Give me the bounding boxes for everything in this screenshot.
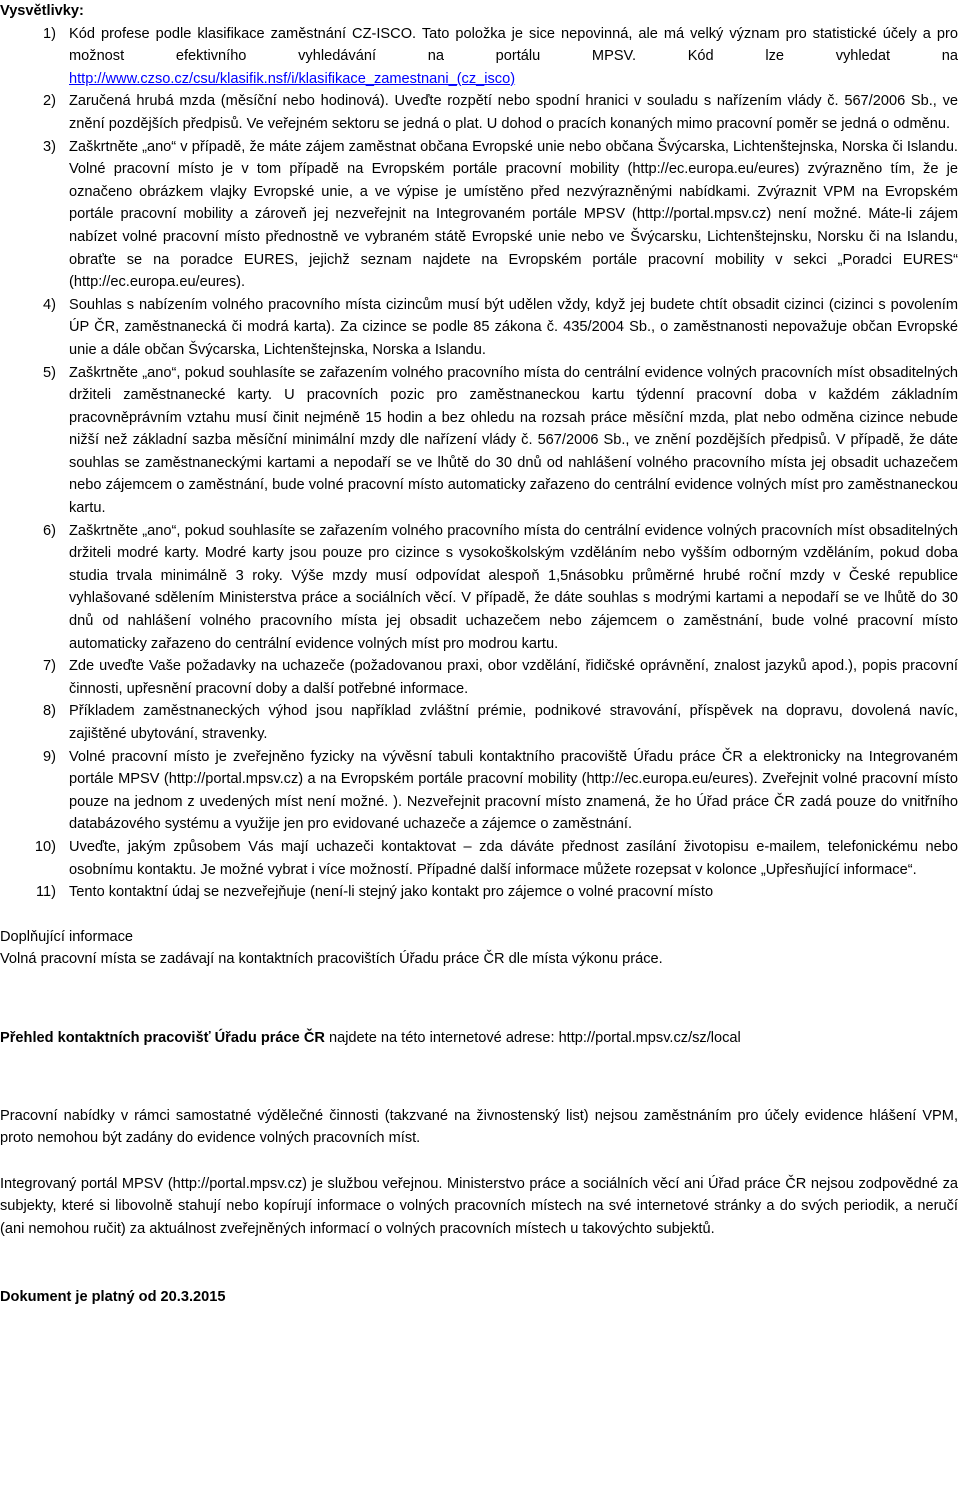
note-item [0, 746, 958, 836]
additional-info-text: Volná pracovní místa se zadávají na kontaktních pracovištích Úřadu práce ČR dle místa výkonu práce. [0, 951, 663, 968]
overview-bold-text: Přehled kontaktních pracovišť Úřadu práce ČR [0, 1029, 325, 1046]
validity-note: Dokument je platný od 20.3.2015 [0, 1288, 226, 1305]
note-item [0, 836, 958, 881]
additional-info-heading: Doplňující informace [0, 928, 134, 945]
note-text: Souhlas s nabízením volného pracovního místa cizincům musí být udělen vždy, když jej budete chtít obsadit cizinci (cizinci s povolením ÚP ČR, zaměstnanecká či modrá karta). Za cizince se podle 85 zákona č. 435/2004 Sb., o zaměstnanosti nepovažuje občan Evropské unie a dále občan Švýcarska, Lichtenštejnska, Norska a Islandu. [69, 296, 958, 358]
overview-text: najdete na této internetové adrese: http://portal.mpsv.cz/sz/local [324, 1029, 741, 1046]
note-text: Tento kontaktní údaj se nezveřejňuje (není-li stejný jako kontakt pro zájemce o volné pracovní místo [69, 884, 714, 901]
note-item [0, 294, 958, 362]
offers-paragraph: Pracovní nabídky v rámci samostatné výdělečné činnosti (takzvané na živnostenský list) nejsou zaměstnáním pro účely evidence hlášení VPM, proto nemohou být zadány do evidence volných pracovních míst. [0, 1107, 958, 1147]
note-number: 1) [43, 25, 56, 42]
note-item [0, 362, 958, 520]
note-number: 10) [34, 838, 56, 855]
note-text: Zaručená hrubá mzda (měsíční nebo hodinová). Uveďte rozpětí nebo spodní hranici v souladu s nařízením vlády č. 567/2006 Sb., ve znění pozdějších předpisů. Ve veřejném sektoru se jedná o plat. U dohod o pracích konaných mimo pracovní poměr se jedná o odměnu. [69, 93, 958, 132]
note-item [0, 23, 958, 91]
note-number: 11) [35, 884, 56, 901]
note-number: 4) [43, 296, 56, 313]
note-text: Příkladem zaměstnaneckých výhod jsou například zvláštní prémie, podnikové stravování, příspěvek na dopravu, dovolená navíc, zajištěné ubytování, stravenky. [69, 703, 958, 742]
spacer [0, 971, 958, 1027]
note-number: 6) [43, 522, 56, 539]
spacer [0, 1241, 958, 1286]
note-item [0, 881, 958, 904]
note-item [0, 90, 958, 135]
note-number: 9) [43, 748, 56, 765]
note-text: Zaškrtněte „ano“, pokud souhlasíte se zařazením volného pracovního místa do centrální evidence volných pracovních míst obsaditelných držiteli modré karty. Modré karty jsou pouze pro cizince s vysokoškolským vzděláním nebo vyšším odborným vzděláním, pokud doba studia trvala minimálně 3 roky. Výše mzdy musí odpovídat alespoň 1,5násobku průměrné hrubé roční mzdy v České republice vyhlašované sdělením Ministerstva práce a sociálních věcí. V případě, že dáte souhlas s modrými kartami a nepodaří se ve lhůtě do 30 dnů od nahlášení volného pracovního místa jej obsadit uchazečem nebo zájemcem o zaměstnání, bude volné pracovní místo automaticky zařazeno do centrální evidence volných míst pro modrou kartu. [69, 522, 958, 652]
note-text: Zaškrtněte „ano“ v případě, že máte zájem zaměstnat občana Evropské unie nebo občana Švýcarska, Lichtenštejnska, Norska či Islandu. Volné pracovní místo je v tom případě na Evropském portále pracovní mobility (http://ec.europa.eu/eures) zvýrazněno tím, že je označeno obrázkem vlajky Evropské unie, a ve výpise je umístěno před nezvýrazněnými nabídkami. Zvýraznit VPM na Evropském portále pracovní mobility a zároveň jej nezveřejnit na Integrovaném portále MPSV (http://portal.mpsv.cz) není možné. Máte-li zájem nabízet volné pracovní místo přednostně ve vybraném státě Evropské unie nebo ve Švýcarsku, Lichtenštejnsku, Norsku či na Islandu, obraťte se na poradce EURES, jejichž seznam najdete na Evropském portále pracovní mobility v sekci „Poradci EURES“ (http://ec.europa.eu/eures). [69, 138, 958, 291]
note-text: Zde uveďte Vaše požadavky na uchazeče (požadovanou praxi, obor vzdělání, řidičské oprávnění, znalost jazyků apod.), popis pracovní činnosti, upřesnění pracovní doby a další potřebné informace. [69, 658, 958, 697]
page-title: Vysvětlivky: [0, 3, 84, 19]
czso-link[interactable]: http://www.czso.cz/csu/klasifik.nsf/i/klasifikace_zamestnani_(cz_isco) [69, 70, 516, 87]
spacer [0, 1150, 958, 1173]
note-item [0, 655, 958, 700]
note-number: 7) [43, 658, 56, 675]
note-number: 5) [43, 364, 56, 381]
note-number: 8) [43, 703, 56, 720]
spacer [0, 1050, 958, 1105]
note-text: Uveďte, jakým způsobem Vás mají uchazeči kontaktovat – zda dáváte přednost zasílání životopisu e-mailem, telefonickému nebo osobnímu kontaktu. Je možné vybrat i více možností. Případné další informace můžete rozepsat v kolonce „Upřesňující informace“. [69, 838, 958, 878]
note-number: 2) [43, 93, 56, 110]
note-item [0, 136, 958, 294]
spacer [0, 904, 958, 926]
note-text: Volné pracovní místo je zveřejněno fyzicky na vývěsní tabuli kontaktního pracoviště Úřadu práce ČR a elektronicky na Integrovaném portále MPSV (http://portal.mpsv.cz) a na Evropském portále pracovní mobility (http://ec.europa.eu/eures). Zveřejnit volné pracovní místo pouze na jednom z uvedených míst není možné. ). Nezveřejnit pracovní místo znamená, že ho Úřad práce ČR zadá pouze do vnitřního databázového systému a využije jen pro evidované uchazeče a zájemce o zaměstnání. [69, 748, 958, 833]
note-text: Kód profese podle klasifikace zaměstnání CZ-ISCO. Tato položka je sice nepovinná, ale má velký význam pro statistické účely a pro možnost efektivního vyhledávání na portálu MPSV. Kód lze vyhledat na [69, 25, 958, 65]
portal-paragraph: Integrovaný portál MPSV (http://portal.mpsv.cz) je službou veřejnou. Ministerstvo práce a sociálních věcí ani Úřad práce ČR nejsou zodpovědné za subjekty, které si libovolně stahují nebo kopírují informace o volných pracovních místech na své internetové stránky a do svých periodik, a neručí (ani nemohou ručit) za aktuálnost zveřejněných informací o volných pracovních místech u takovýchto subjektů. [0, 1175, 958, 1237]
notes-list [0, 23, 958, 904]
overview-paragraph [0, 1027, 958, 1050]
note-text: Zaškrtněte „ano“, pokud souhlasíte se zařazením volného pracovního místa do centrální evidence volných pracovních míst obsaditelných držiteli zaměstnanecké karty. U pracovních pozic pro zaměstnaneckou kartu týdenní pracovní doba v každém základním pracovněprávním vztahu musí činit nejméně 15 hodin a bez ohledu na rozsah práce měsíční mzda, plat nebo odměna cizince nebude nižší než základní sazba měsíční minimální mzdy dle nařízení vlády č. 567/2006 Sb., ve znění pozdějších předpisů. V případě, že dáte souhlas se zaměstnaneckými kartami a nepodaří se ve lhůtě do 30 dnů od nahlášení volného pracovního místa jej obsadit uchazečem nebo zájemcem o zaměstnání, bude volné pracovní místo automaticky zařazeno do centrální evidence volných míst pro zaměstnaneckou kartu. [69, 364, 958, 517]
note-number: 3) [43, 138, 56, 155]
note-item [0, 520, 958, 656]
note-item [0, 700, 958, 745]
